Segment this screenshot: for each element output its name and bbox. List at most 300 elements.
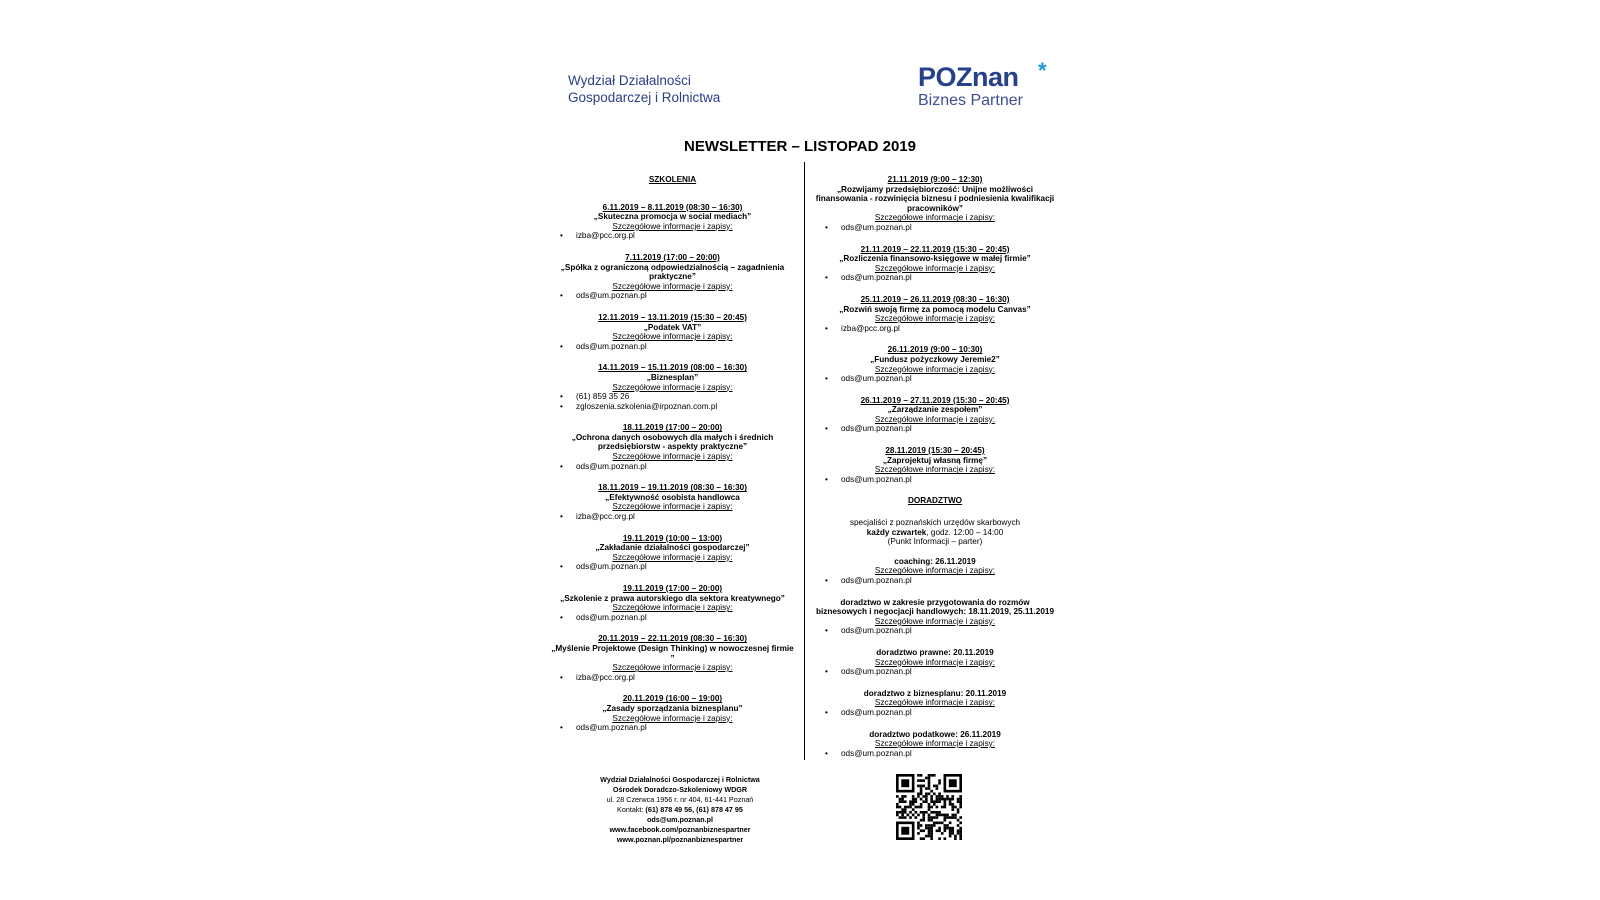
trainings-column [550, 175, 795, 745]
qr-module [951, 808, 954, 811]
event-info-link[interactable]: Szczegółowe informacje i zapisy: [874, 698, 996, 708]
qr-module [936, 822, 939, 825]
qr-module [901, 808, 904, 811]
qr-module [938, 779, 941, 782]
qr-module [901, 800, 904, 803]
qr-module [949, 779, 957, 787]
qr-module [917, 806, 920, 809]
qr-module [925, 835, 928, 838]
event-name: doradztwo w zakresie przygotowania do rozmów biznesowych i negocjacji handlowych: 18.11.2019, 25.11.2019 [815, 597, 1054, 617]
event-name: doradztwo prawne: 20.11.2019 [876, 647, 994, 657]
qr-module [957, 808, 960, 811]
event-name: „Zasady sporządzania biznesplanu” [602, 703, 743, 713]
newsletter-title: NEWSLETTER – LISTOPAD 2019 [684, 138, 916, 155]
event-info-link[interactable]: Szczegółowe informacje i zapisy: [874, 739, 996, 749]
qr-module [896, 814, 899, 817]
brand-star-icon: * [1038, 58, 1047, 83]
contact-item[interactable]: • ods@um.poznan.pl [841, 708, 1055, 718]
qr-module [922, 800, 925, 803]
event-name: „Zarządzanie zespołem” [887, 405, 983, 415]
qr-module [944, 800, 947, 803]
qr-module [936, 787, 939, 790]
contact-list [550, 562, 795, 572]
brand-sub: Biznes Partner [918, 92, 1023, 109]
qr-module [920, 811, 923, 814]
qr-module [904, 808, 907, 811]
qr-module [959, 800, 962, 803]
qr-module [959, 827, 962, 830]
qr-module [904, 811, 907, 814]
qr-module [941, 832, 944, 835]
qr-module [925, 811, 928, 814]
qr-module [949, 829, 952, 832]
qr-module [954, 814, 957, 817]
brand-main: POZnan [918, 62, 1019, 92]
footer-phone-value: (61) 878 49 56, (61) 878 47 95 [645, 805, 743, 814]
section-advisory: DORADZTWO [907, 496, 963, 506]
event-info-link[interactable]: Szczegółowe informacje i zapisy: [612, 332, 733, 342]
qr-module [941, 822, 944, 825]
qr-module [896, 806, 899, 809]
qr-module [912, 814, 915, 817]
contact-list [815, 223, 1055, 233]
event-item [550, 634, 795, 682]
qr-module [936, 798, 939, 801]
qr-module [944, 798, 947, 801]
footer-facebook[interactable]: www.facebook.com/poznanbiznespartner [609, 825, 751, 834]
qr-module [904, 795, 907, 798]
qr-module [896, 795, 899, 798]
qr-module [925, 827, 928, 830]
footer-dept: Wydział Działalności Gospodarczej i Rolnictwa [600, 775, 760, 784]
intro-line-2-rest: , godz. 12:00 – 14:00 [926, 527, 1004, 537]
qr-module [930, 774, 933, 777]
qr-module [904, 800, 907, 803]
qr-module [920, 824, 923, 827]
event-info-link[interactable]: Szczegółowe informacje i zapisy: [612, 382, 733, 392]
qr-module [920, 792, 923, 795]
qr-module [946, 827, 949, 830]
qr-module [928, 803, 931, 806]
qr-module [938, 792, 941, 795]
contact-list [815, 708, 1055, 718]
event-date: 20.11.2019 (16:00 – 19:00) [622, 694, 723, 704]
qr-module [938, 822, 941, 825]
qr-module [959, 803, 962, 806]
qr-module [917, 822, 920, 825]
contact-item[interactable]: • ods@um.poznan.pl [841, 374, 1055, 384]
qr-module [930, 790, 933, 793]
qr-module [930, 811, 933, 814]
qr-module [928, 816, 931, 819]
qr-module [917, 827, 920, 830]
qr-module [928, 808, 931, 811]
event-date: 25.11.2019 – 26.11.2019 (08:30 – 16:30) [860, 294, 1010, 304]
event-item [550, 694, 795, 732]
contact-list [550, 462, 795, 472]
qr-module [930, 816, 933, 819]
qr-module [920, 779, 923, 782]
qr-module [938, 795, 941, 798]
qr-module [946, 798, 949, 801]
qr-module [901, 814, 904, 817]
qr-module [936, 806, 939, 809]
event-info-link[interactable]: Szczegółowe informacje i zapisy: [874, 364, 996, 374]
event-info-link[interactable]: Szczegółowe informacje i zapisy: [612, 603, 733, 613]
event-item [550, 534, 795, 572]
contact-item[interactable]: • ods@um.poznan.pl [576, 613, 795, 623]
event-item [815, 689, 1055, 718]
qr-module [936, 811, 939, 814]
qr-module [930, 837, 933, 840]
contact-item[interactable]: • izba@pcc.org.pl [576, 673, 795, 683]
qr-module [959, 832, 962, 835]
qr-module [959, 816, 962, 819]
qr-module [959, 822, 962, 825]
qr-module [928, 782, 931, 785]
qr-module [944, 803, 947, 806]
event-item [550, 253, 795, 301]
qr-module [957, 811, 960, 814]
qr-module [925, 795, 928, 798]
qr-module [930, 798, 933, 801]
qr-module [912, 798, 915, 801]
qr-module [959, 837, 962, 840]
event-name: doradztwo podatkowe: 26.11.2019 [869, 729, 1001, 739]
qr-module [957, 824, 960, 827]
event-info-link[interactable]: Szczegółowe informacje i zapisy: [874, 263, 996, 273]
qr-module [936, 816, 939, 819]
event-info-link[interactable]: Szczegółowe informacje i zapisy: [612, 713, 733, 723]
qr-module [899, 816, 902, 819]
contact-item[interactable]: • ods@um.poznan.pl [841, 749, 1055, 759]
qr-module [946, 816, 949, 819]
event-item [815, 446, 1055, 484]
qr-module [957, 819, 960, 822]
qr-module [899, 811, 902, 814]
qr-module [922, 814, 925, 817]
qr-module [933, 816, 936, 819]
qr-module [951, 798, 954, 801]
qr-module [930, 806, 933, 809]
qr-module [949, 835, 952, 838]
qr-module [922, 837, 925, 840]
event-info-link[interactable]: Szczegółowe informacje i zapisy: [874, 657, 996, 667]
qr-module [949, 816, 952, 819]
qr-module [951, 827, 954, 830]
contact-list [815, 424, 1055, 434]
qr-module [936, 785, 939, 788]
footer-phone-label: Kontakt: [617, 805, 646, 814]
qr-module [930, 829, 933, 832]
qr-module [917, 832, 920, 835]
qr-module [944, 816, 947, 819]
qr-module [925, 798, 928, 801]
qr-module [957, 829, 960, 832]
event-item [550, 313, 795, 351]
qr-module [904, 816, 907, 819]
event-info-link[interactable]: Szczegółowe informacje i zapisy: [612, 502, 733, 512]
qr-module [914, 811, 917, 814]
event-name: „Fundusz pożyczkowy Jeremie2” [870, 354, 1000, 364]
qr-module [925, 777, 928, 780]
event-info-link[interactable]: Szczegółowe informacje i zapisy: [612, 452, 733, 462]
contact-item[interactable]: • ods@um.poznan.pl [841, 475, 1055, 485]
qr-module [920, 819, 923, 822]
qr-module [941, 798, 944, 801]
qr-module [933, 792, 936, 795]
event-date: 6.11.2019 – 8.11.2019 (08:30 – 16:30) [602, 202, 743, 212]
intro-line-2 [815, 528, 1055, 538]
event-item [815, 396, 1055, 434]
contact-list [550, 231, 795, 241]
event-date: 12.11.2019 – 13.11.2019 (15:30 – 20:45) [598, 312, 747, 322]
qr-module [944, 806, 947, 809]
contact-item[interactable]: • zgloszenia.szkolenia@irpoznan.com.pl [576, 402, 795, 412]
qr-module [925, 792, 928, 795]
contact-list [815, 374, 1055, 384]
event-date: 19.11.2019 (10:00 – 13:00) [622, 533, 723, 543]
qr-module [933, 811, 936, 814]
qr-module [901, 816, 904, 819]
event-name: „Rozwiń swoją firmę za pomocą modelu Canvas” [839, 304, 1031, 314]
qr-module [941, 806, 944, 809]
event-date: 7.11.2019 (17:00 – 20:00) [625, 252, 720, 262]
qr-module [949, 803, 952, 806]
intro-line-3: (Punkt Informacji – parter) [887, 537, 983, 547]
event-name: „Rozliczenia finansowo-księgowe w małej firmie” [839, 254, 1031, 264]
advisory-intro [815, 518, 1055, 547]
event-info-link[interactable]: Szczegółowe informacje i zapisy: [612, 221, 733, 231]
contact-item[interactable]: • ods@um.poznan.pl [576, 342, 795, 352]
contact-list [550, 392, 795, 411]
qr-module [914, 800, 917, 803]
contact-list [815, 324, 1055, 334]
qr-module [957, 800, 960, 803]
qr-module [938, 814, 941, 817]
event-name: coaching: 26.11.2019 [894, 556, 976, 566]
qr-module [949, 798, 952, 801]
qr-module [896, 811, 899, 814]
qr-module [959, 806, 962, 809]
event-name: doradztwo z biznesplanu: 20.11.2019 [863, 688, 1007, 698]
qr-module [951, 816, 954, 819]
qr-module [938, 798, 941, 801]
footer-email[interactable]: ods@um.poznan.pl [646, 815, 714, 824]
qr-module [917, 785, 920, 788]
qr-module [925, 800, 928, 803]
dept-line-2: Gospodarczej i Rolnictwa [568, 90, 721, 105]
event-item [550, 423, 795, 471]
qr-module [925, 787, 928, 790]
qr-module [920, 787, 923, 790]
contact-item[interactable]: • ods@um.poznan.pl [841, 626, 1055, 636]
qr-module [941, 795, 944, 798]
footer-phone [555, 805, 805, 815]
qr-module [951, 795, 954, 798]
qr-module [938, 782, 941, 785]
qr-module [954, 816, 957, 819]
qr-module [899, 798, 902, 801]
contact-item[interactable]: • ods@um.poznan.pl [841, 273, 1055, 283]
event-name: „Ochrona danych osobowych dla małych i średnich przedsiębiorstw - aspekty praktyczne” [571, 432, 774, 452]
qr-module [954, 837, 957, 840]
event-date: 21.11.2019 – 22.11.2019 (15:30 – 20:45) [860, 244, 1010, 254]
qr-module [928, 819, 931, 822]
qr-module [949, 832, 952, 835]
event-name: „Szkolenie z prawa autorskiego dla sektora kreatywnego” [560, 593, 785, 603]
qr-module [899, 806, 902, 809]
contact-item[interactable]: • izba@pcc.org.pl [576, 231, 795, 241]
qr-module [920, 803, 923, 806]
contact-list [550, 512, 795, 522]
event-name: „Spółka z ograniczoną odpowiedzialnością – zagadnienia praktyczne” [560, 262, 785, 282]
qr-module [933, 824, 936, 827]
qr-module [933, 774, 936, 777]
event-item [815, 295, 1055, 333]
event-item [815, 245, 1055, 283]
qr-module [938, 800, 941, 803]
qr-module [930, 800, 933, 803]
qr-module [922, 819, 925, 822]
department-logo [568, 72, 720, 106]
contact-item[interactable]: • ods@um.poznan.pl [576, 562, 795, 572]
contact-list [815, 749, 1055, 759]
footer-contact [555, 775, 805, 845]
qr-module [949, 822, 952, 825]
contact-item[interactable]: • izba@pcc.org.pl [576, 512, 795, 522]
qr-module [917, 814, 920, 817]
event-name: „Podatek VAT” [643, 322, 702, 332]
qr-module [944, 814, 947, 817]
qr-module [933, 822, 936, 825]
qr-module [928, 792, 931, 795]
contact-item[interactable]: • ods@um.poznan.pl [841, 576, 1055, 586]
qr-module [959, 795, 962, 798]
qr-module [922, 811, 925, 814]
qr-module [946, 824, 949, 827]
qr-module [946, 814, 949, 817]
qr-module [936, 829, 939, 832]
qr-module [917, 824, 920, 827]
qr-module [933, 800, 936, 803]
event-date: 18.11.2019 – 19.11.2019 (08:30 – 16:30) [598, 483, 747, 493]
qr-module [920, 790, 923, 793]
section-trainings: SZKOLENIA [648, 175, 697, 184]
qr-module [938, 829, 941, 832]
qr-module [922, 785, 925, 788]
qr-module [930, 827, 933, 830]
qr-module [936, 795, 939, 798]
qr-module [920, 774, 923, 777]
contact-item[interactable]: • ods@um.poznan.pl [841, 223, 1055, 233]
contact-item[interactable]: • (61) 859 35 26 [576, 392, 795, 402]
qr-module [909, 816, 912, 819]
qr-module [930, 835, 933, 838]
qr-module [901, 779, 909, 787]
contact-item[interactable]: • izba@pcc.org.pl [841, 324, 1055, 334]
event-date: 14.11.2019 – 15.11.2019 (08:00 – 16:30) [598, 363, 747, 373]
qr-module [941, 814, 944, 817]
event-item [550, 584, 795, 622]
qr-module [909, 803, 912, 806]
qr-module [920, 798, 923, 801]
contact-list [550, 342, 795, 352]
contact-list [815, 273, 1055, 283]
qr-module [928, 827, 931, 830]
qr-module [920, 837, 923, 840]
qr-module [938, 837, 941, 840]
qr-module [907, 806, 910, 809]
qr-module [912, 795, 915, 798]
qr-module [914, 806, 917, 809]
contact-item[interactable]: • ods@um.poznan.pl [841, 667, 1055, 677]
contact-item[interactable]: • ods@um.poznan.pl [841, 424, 1055, 434]
event-info-link[interactable]: Szczegółowe informacje i zapisy: [874, 566, 996, 576]
qr-module [917, 792, 920, 795]
event-info-link[interactable]: Szczegółowe informacje i zapisy: [874, 465, 996, 475]
qr-module [949, 800, 952, 803]
qr-module [951, 814, 954, 817]
event-info-link[interactable]: Szczegółowe informacje i zapisy: [612, 281, 733, 291]
qr-module [928, 787, 931, 790]
qr-module [920, 829, 923, 832]
qr-module [922, 829, 925, 832]
dept-line-1: Wydział Działalności [568, 73, 691, 88]
qr-module [928, 832, 931, 835]
qr-module [954, 835, 957, 838]
contact-list [550, 613, 795, 623]
qr-module [959, 835, 962, 838]
contact-item[interactable]: • ods@um.poznan.pl [576, 462, 795, 472]
qr-module [920, 806, 923, 809]
qr-module [917, 795, 920, 798]
footer-website[interactable]: www.poznan.pl/poznanbiznespartner [616, 835, 744, 844]
qr-module [928, 777, 931, 780]
contact-item[interactable]: • ods@um.poznan.pl [576, 291, 795, 301]
qr-module [912, 803, 915, 806]
event-item [815, 557, 1055, 586]
qr-module [928, 829, 931, 832]
event-info-link[interactable]: Szczegółowe informacje i zapisy: [612, 552, 733, 562]
contact-item[interactable]: • ods@um.poznan.pl [576, 723, 795, 733]
event-date: 26.11.2019 – 27.11.2019 (15:30 – 20:45) [860, 395, 1010, 405]
intro-line-2-bold: każdy czwartek [866, 527, 927, 537]
qr-module [920, 785, 923, 788]
contact-list [550, 723, 795, 733]
qr-module [901, 811, 904, 814]
contact-list [815, 475, 1055, 485]
qr-module [951, 832, 954, 835]
qr-module [914, 816, 917, 819]
event-info-link[interactable]: Szczegółowe informacje i zapisy: [874, 414, 996, 424]
event-name: „Biznesplan” [646, 372, 699, 382]
event-name: „Rozwijamy przedsiębiorczość: Unijne możliwości finansowania - rozwinięcia biznesu i podniesienia kwalifikacji pracowników” [815, 184, 1055, 213]
event-info-link[interactable]: Szczegółowe informacje i zapisy: [874, 314, 996, 324]
qr-module [928, 835, 931, 838]
qr-module [951, 829, 954, 832]
event-info-link[interactable]: Szczegółowe informacje i zapisy: [874, 213, 996, 223]
event-info-link[interactable]: Szczegółowe informacje i zapisy: [612, 663, 733, 673]
qr-module [925, 824, 928, 827]
qr-module [928, 774, 931, 777]
event-info-link[interactable]: Szczegółowe informacje i zapisy: [874, 616, 996, 626]
poznan-logo [918, 58, 1048, 110]
qr-code-icon [896, 774, 962, 840]
qr-module [944, 819, 947, 822]
qr-module [944, 824, 947, 827]
qr-module [930, 819, 933, 822]
